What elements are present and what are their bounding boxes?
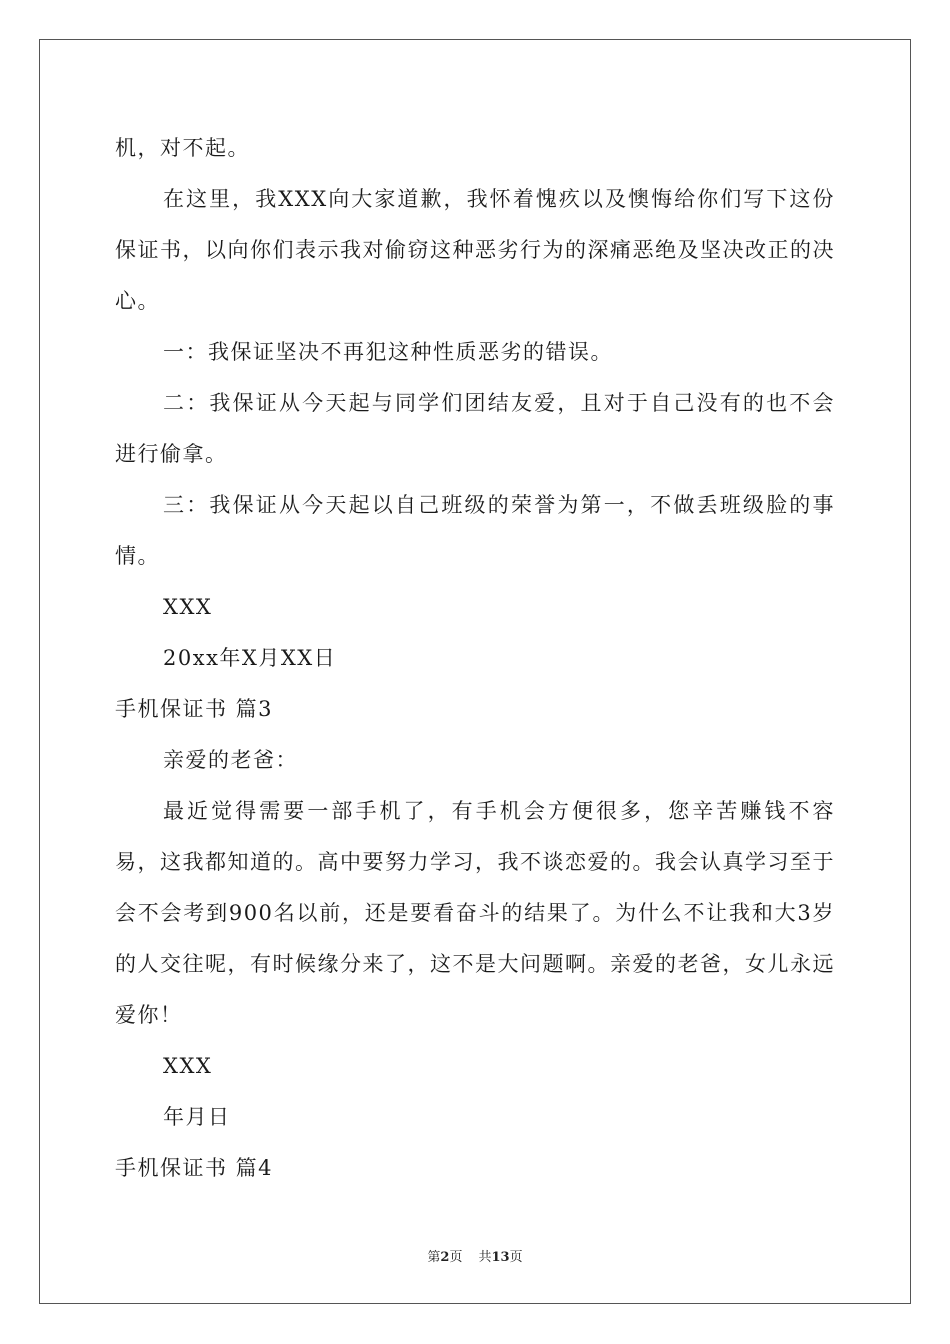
footer-page-suffix: 页 xyxy=(449,1250,463,1265)
paragraph: 最近觉得需要一部手机了，有手机会方便很多，您辛苦赚钱不容易，这我都知道的。高中要努力学习，我不谈恋爱的。我会认真学习至于会不会考到900名以前，还是要看奋斗的结果了。为什么不让我和大3岁的人交往呢，有时候缘分来了，这不是大问题啊。亲爱的老爸，女儿永远爱你！ xyxy=(115,799,835,1027)
signature-date: 20xx年X月XX日 xyxy=(163,646,337,670)
footer-total-prefix: 共 xyxy=(478,1250,492,1265)
signature-date: 年月日 xyxy=(163,1105,231,1129)
section-heading: 手机保证书 篇4 xyxy=(115,1156,274,1180)
paragraph: 一：我保证坚决不再犯这种性质恶劣的错误。 xyxy=(163,340,613,364)
paragraph: 在这里，我XXX向大家道歉，我怀着愧疚以及懊悔给你们写下这份保证书，以向你们表示我对偷窃这种恶劣行为的深痛恶绝及坚决改正的决心。 xyxy=(115,187,835,313)
signature-name: XXX xyxy=(163,595,213,619)
signature-name: XXX xyxy=(163,1054,213,1078)
footer-total-pages: 13 xyxy=(491,1250,510,1265)
paragraph: 二：我保证从今天起与同学们团结友爱，且对于自己没有的也不会进行偷拿。 xyxy=(115,391,835,466)
section-heading: 手机保证书 篇3 xyxy=(115,697,274,721)
footer-page-prefix: 第 xyxy=(427,1250,441,1265)
footer-page-number: 2 xyxy=(440,1250,450,1265)
paragraph: 三：我保证从今天起以自己班级的荣誉为第一，不做丢班级脸的事情。 xyxy=(115,493,835,568)
footer-total-suffix: 页 xyxy=(509,1250,523,1265)
salutation: 亲爱的老爸： xyxy=(163,748,298,772)
document-body xyxy=(115,123,835,1194)
paragraph: 机，对不起。 xyxy=(115,136,250,160)
page-footer xyxy=(0,1246,950,1265)
